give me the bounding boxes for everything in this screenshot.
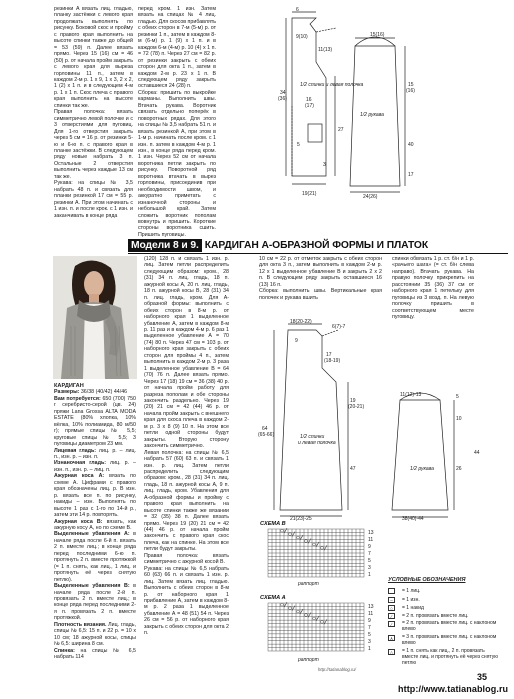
spec-label: Плотность вязания. <box>54 621 107 628</box>
spec-label: Спинка: <box>54 647 75 654</box>
row-number: 13 <box>368 604 374 610</box>
cardigan-piece-outline <box>280 330 342 510</box>
spec-label: Лицевая гладь: <box>54 447 97 454</box>
yarn-over-mark <box>289 607 292 610</box>
piece-label: и левая полочка <box>298 440 336 446</box>
row-number: 9 <box>368 544 371 550</box>
scheme-a-title: СХЕМА А <box>260 595 286 601</box>
yarn-over-mark <box>297 536 300 539</box>
paragraph: Сборка: пришить по выкройке карманы. Выполнить швы. Втачать рукава. Воротник связать отдельно поперёк в поворотных рядах. Для этого на спицы № 3,5 набрать 51 п. и вязать резинкой А, при этом в 1-м р. начинать после кром. с 1 изн. п. затем в каждом 4-м р. 1 изн., в конце ряда перед кром. 1 изн. Через 52 см от начала воротника петли закрыть по рисунку. Поворотной ряд воротника втачать в вырез горловины, присоединив при необходимости швом, и аккуратно приметать с изнаночной стороны и небольшой край. Затем сложить воротник пополам вовнутрь и пришить. Короткие стороны воротника сшить. Пришить пуговицы. <box>138 89 216 238</box>
dim-label: (18-19) <box>324 358 341 364</box>
piece-label: 1/2 рукава <box>410 466 434 472</box>
dim-label: (17) <box>305 103 314 109</box>
legend-symbol: ⁄ <box>388 613 395 619</box>
dim-label: 27 <box>338 127 344 133</box>
spec-text: в начале ряда после 2-й п. провязать 2 п. вместе лиц.; в конце ряда перед последними 2-я п. провязать 2 п. вместе протяжкой. <box>54 583 136 622</box>
legend-text: = 1 изн. <box>402 596 420 603</box>
dim-label: 5 <box>456 394 459 400</box>
dim-label: 6(7)-7 <box>332 324 346 330</box>
legend-item <box>388 648 498 666</box>
paragraph: 10 см = 22 р. от отметок закрыть с обеих сторон для окта 3 п., затем выполнить в каждом 2-м р. 12 х 1 выделенное убавление В и закрыть 2 х 2 п. В следующем ряду закрыть оставшиеся 16 (13) 16 п. <box>259 256 382 288</box>
spec-text: 650 (700) 750 г серебристо-серой (цв. 24) пряжи Lana Grossa ALTA MODA ESTATE (80% хлопка, 10% вёлка, 10% полиамида, 80 м/50 г); прямые спицы № 5,5; круговые спицы № 5,5; 3 пуговицы диаметром 23 мм. <box>54 395 136 448</box>
paragraph: Левая полочка: на спицы № 6,5 набрать 57 (60) 63 п. и связать 1 изн. р. лиц. Затем петли распределить следующим образом: кром., 28 (31) 34 п. лиц. гладь, 18 п. ажурной косы А, 9 п. лиц. гладь, кром. Убавления для А-образной формы и пройму с правого края выполнить на высоте спинки также же вязании = 32 (35) 38 п. Далее вязать прямо. Через 19 (20) 21 см = 42 (44) 46 р. от начала пройм закончить с правого края скос плеча, как на спинке. На этом все петли будут закрыты. <box>144 449 229 553</box>
legend-symbol: ∧ <box>389 636 394 642</box>
text-column-6 <box>392 256 474 321</box>
spec-label: Выделенные убавления В: <box>54 583 130 590</box>
row-number: 9 <box>368 618 371 624</box>
rapport-label: раппорт <box>298 657 319 663</box>
yarn-over-mark <box>305 614 308 617</box>
spec-text: лиц. р. – изн. п., изн. р. – лиц. п. <box>54 460 136 473</box>
dim-label: 9 <box>295 338 298 344</box>
title-text: КАРДИГАН А-ОБРАЗНОЙ ФОРМЫ И ПЛАТОК <box>204 240 429 251</box>
legend-text: = 1 лиц. <box>402 588 421 595</box>
spec-label: Вам потребуется: <box>54 395 101 402</box>
paragraph: спинки обвязать 1 р. ст. б/н и 1 р. «рачьего шага» (= ст. б/н слева направо). Втачать рукава. На правую полочку прикрепить на расстоянии 35 (36) 37 см от наборного края 1 петельку для пуговицы из 3 возд. п. На левую полочку пришить в соответствующем месте пуговицу. <box>392 256 474 321</box>
section-title <box>128 239 488 252</box>
row-number: 1 <box>368 572 371 578</box>
piece-label: 1/2 спинки и левая полочка <box>300 82 364 88</box>
row-number: 7 <box>368 551 371 557</box>
model-number-box: Модели 8 и 9. <box>128 239 202 252</box>
legend-item <box>388 612 498 620</box>
dim-label: 38(40)-44 <box>402 516 424 522</box>
dim-label: 18(20-22) <box>290 319 312 325</box>
spec-text: 36/38 (40/42) 44/46 <box>80 389 128 396</box>
dim-label: 40 <box>408 142 414 148</box>
dim-label: 16 <box>306 97 312 103</box>
legend-symbol: ○ <box>388 605 395 611</box>
spec-label: Ажурная коса А: <box>54 473 105 480</box>
dim-label: 11(12)-13 <box>400 392 422 398</box>
dim-label: 10 <box>456 416 462 422</box>
legend-text: = 2 п. провязать вместе лиц. <box>402 613 469 620</box>
paragraph: Рукава: на спицы № 6,5 набрать 60 (63) 66 п. и связать 1 изн. р. лиц. Затем вязать лиц. гладью. Выполнить с обеих сторон в 8-м р. от наборного края 1 прибавление А, затем в каждом 8-м р. 2 раза 1 выделенное убавление А = 48 (51) 54 п. Через 26 см = 56 р. от наборного края закрыть с обеих сторон для окта 2 п. <box>144 565 229 637</box>
legend-item <box>388 634 498 646</box>
row-number: 11 <box>368 537 374 543</box>
dim-label: 17 <box>408 172 414 178</box>
scheme-a-grid <box>268 602 364 651</box>
dim-label: 21(23)-25 <box>290 516 312 522</box>
pattern-schematic-2 <box>250 320 500 520</box>
paragraph: Правая полочка: вязать симметрично с ажурной косой В. <box>144 552 229 566</box>
text-column-3 <box>54 383 136 694</box>
legend-item <box>388 596 498 604</box>
section-heading: КАРДИГАН <box>54 383 84 389</box>
text-column-2 <box>138 6 217 238</box>
row-number: 13 <box>368 530 374 536</box>
text-column-1 <box>54 6 133 219</box>
dim-label: 47 <box>350 466 356 472</box>
text-column-5 <box>259 256 382 316</box>
footer-url-small[interactable]: http://tatianablog.ru/ <box>318 667 356 672</box>
legend-item <box>388 604 498 612</box>
yarn-over-mark <box>305 540 308 543</box>
dim-label: 15 <box>408 82 414 88</box>
spec-text: вязать, как ажурную косу А, но по схеме В. <box>54 518 136 531</box>
knitting-schemes <box>258 519 388 669</box>
title-rule <box>128 253 508 254</box>
paragraph: Рукава: на спицы № 3,5 набрать 48 п. и связать для планки резинкой 17 см = 55 р. резинки А. При этом начинать с 1 изн. п. и после крок. с 1 изн. и заканчивать в конце ряда <box>54 180 133 219</box>
model-photo <box>53 256 137 379</box>
dim-label: 9(10) <box>296 34 308 40</box>
legend-text: = 3 п. провязать вместе лиц. с наклоном влево <box>402 634 497 647</box>
row-numbers-a <box>368 604 374 652</box>
spec-label: Размеры: <box>54 389 80 396</box>
spec-label: Ажурная коса В: <box>54 518 103 525</box>
yarn-over-mark <box>313 543 316 546</box>
dim-label: 11(13) <box>318 47 333 53</box>
row-number: 1 <box>368 646 371 652</box>
yarn-over-mark <box>321 620 324 623</box>
legend-symbol: – <box>388 597 395 603</box>
dim-label: (36) <box>278 96 287 102</box>
paragraph: Сборка: выполнить швы. Вертикальные края полочек и рукава вшить <box>259 288 382 301</box>
row-number: 5 <box>368 558 371 564</box>
dim-label: 24(26) <box>363 194 378 200</box>
dim-label: 15(16) <box>370 32 385 38</box>
pattern-schematic-1 <box>230 6 500 198</box>
page-number: 35 <box>477 672 488 682</box>
scheme-b-title: СХЕМА В <box>260 521 286 527</box>
dim-label: 26 <box>456 466 462 472</box>
yarn-over-mark <box>321 546 324 549</box>
dim-label: (65-66) <box>258 432 275 438</box>
row-numbers-b <box>368 530 374 578</box>
dim-label: 34 <box>280 90 286 96</box>
dim-label: (16) <box>406 88 415 94</box>
paragraph: перед кром. 1 изн. Затем вязать на спицах № 4 лиц. гладью. Для скосов прибавлять с обеих сторон в 7-м (5-м) р. от резинки 1 п., затем в каждом 8-м (6-м) р. 1 (9) х 1 п. и в каждом 6-м (4-м) р. 10 (4) х 1 п. = 72 (78) п. Через 27 см = 82 р. от резинки закрыть с обеих сторон для окта 1 п., затем в каждом 2-м р. 23 х 1 п. В следующем ряду закрыть оставшиеся 24 (28) п. <box>138 6 217 90</box>
row-number: 5 <box>368 632 371 638</box>
watermark-url[interactable]: http://www.tatianablog.ru <box>398 684 509 694</box>
yarn-over-mark <box>297 610 300 613</box>
yarn-over-mark <box>313 617 316 620</box>
dim-label: 3 <box>323 162 326 168</box>
spec-text: вязать по схеме А. Цифрами с правого края обозначены лиц. р. В изн. р. вязать все п. по рисунку, накиды – изн. Выполнять по высоте 1 раз с 1-го по 14-й р., затем эти 14 р. повторять. <box>54 473 136 519</box>
spec-text: на спицы № 6,5 набрать 114 <box>54 647 136 661</box>
yarn-over-mark <box>281 603 284 606</box>
paragraph: (120) 128 п. и связать 1 изн. р. лиц. Затем петли распределить следующим образом: кром., 28 (31) 34 п. лиц. гладь, 18 п. ажурной косы А, 20 п. лиц. гладь, 18 п. ажурной косы В, 28 (31) 34 п. лиц. гладь, кром. Для А-образной формы: выполнить с обеих сторон в 8-м р. от наборного края 1 выделенное убавление А, затем в каждом 8-м р. 11 раз и в каждом 4-м р. 6 раз 1 выделенное убавление А = 70 (74) 80 п. Через 47 см = 103 р. от наборного края закрыть с обеих сторон для проймы 4 п., затем выполнить в каждом 2-м р. 3 раза 1 выделенное убавление В = 64 (70) 76 п. Далее вязать прямо. Через 17 (18) 19 см = 36 (38) 40 р. от начала пройм работу для разреза пополам и обе стороны закончить раздельно. Через 19 (20) 21 см = 42 (44) 46 р. от начала пройм закрыть с внешнего края для скоса плеча в каждом 2-м р. 3 х 8 (9) 10 п. На этом все петли одной стороны будут закрыты. Вторую сторону закончить симметрично. <box>144 256 229 450</box>
spec-text: в начале ряда после 6-й п. вязать 2 п. вместе лиц.; в конце ряда перед последними 6-ю п. протянуть 2 п. вместе протяжкой (= 1 п. снять, как лиц., 1 лиц. и протянуть её через снятую петлю). <box>54 531 136 583</box>
dim-label: 44 <box>474 450 480 456</box>
row-number: 3 <box>368 565 371 571</box>
legend-symbol <box>388 588 395 594</box>
legend-title: УСЛОВНЫЕ ОБОЗНАЧЕНИЯ <box>388 577 466 583</box>
row-number: 3 <box>368 639 371 645</box>
text-column-4 <box>144 256 229 694</box>
dim-label: 17 <box>326 352 332 358</box>
row-number: 11 <box>368 611 374 617</box>
rapport-label: раппорт <box>298 581 319 587</box>
legend <box>388 576 498 676</box>
paragraph: Правая полочка: вязать симметрично левой полочке и с 3 отверстиями для пуговиц. Для 1-го отверстия закрыть через 5 см = 16 р. от резинки 5-ю и 6-ю п. с правого края в планке застёжки. В следующем ряду новые набрать 3 п. Остальные 2 отверстия выполнить через каждые 13 см так же. <box>54 109 133 180</box>
piece-label: 1/2 рукава <box>360 112 384 118</box>
dim-label: 64 <box>262 426 268 432</box>
spec-label: Изнаночная гладь: <box>54 460 106 467</box>
piece-label: 1/2 спинки <box>300 434 325 440</box>
dim-label: 6 <box>296 7 299 13</box>
spec-label: Выделенные убавления А: <box>54 531 130 538</box>
spec-text: лиц. р. – лиц. п., изн. р. – изн. п. <box>54 447 137 460</box>
legend-text: = 1 накид <box>402 604 424 611</box>
legend-text: = 2 п. провязать вместе лиц. с наклоном влево <box>402 620 497 633</box>
paragraph: резинки А вязать лиц. гладью, планку застёжки с левого края продолжать выполнять по рисунку. Боковой скос и пройму с правого края выполнить на высоте спинки также до общей = 53 (59) п. Далее вязать прямо. Через 15 (16) см = 46 (50) р. от начала пройм закрыть с левого края для выреза горловины 11 п., затем в каждом 2-м р. 1 х 9, 1 х 3, 2 х 2, 1 (2) х 1 п. и в следующем 4-м р. 1 х 1 п. Скос плеча с правого края выполнить на высоте спинки так же. <box>54 6 133 109</box>
legend-symbol: ⁄ <box>388 621 395 627</box>
dim-label: 19(21) <box>302 191 317 197</box>
scheme-b-grid <box>268 528 364 577</box>
legend-symbol: △ <box>389 650 394 656</box>
dim-label: 19 <box>350 398 356 404</box>
yarn-over-mark <box>289 533 292 536</box>
spec-text: Лиц. гладь, спицы № 6,5: 15 п. и 22 р. = 10 х 10 см; 18 ажурной косы, спицы № 6,5: ширина 8 см. <box>54 621 136 648</box>
dim-label: 5 <box>297 142 300 148</box>
woman-in-cardigan-image <box>53 256 137 379</box>
dim-label: (20-21) <box>348 404 365 410</box>
legend-item <box>388 587 498 595</box>
sleeve-piece-outline <box>392 400 448 510</box>
legend-text: = 1 п. снять как лиц., 2 п. провязать вместе лиц. и протянуть её через снятую петлю <box>402 648 498 667</box>
row-number: 7 <box>368 625 371 631</box>
yarn-over-mark <box>281 529 284 532</box>
legend-item <box>388 620 498 632</box>
